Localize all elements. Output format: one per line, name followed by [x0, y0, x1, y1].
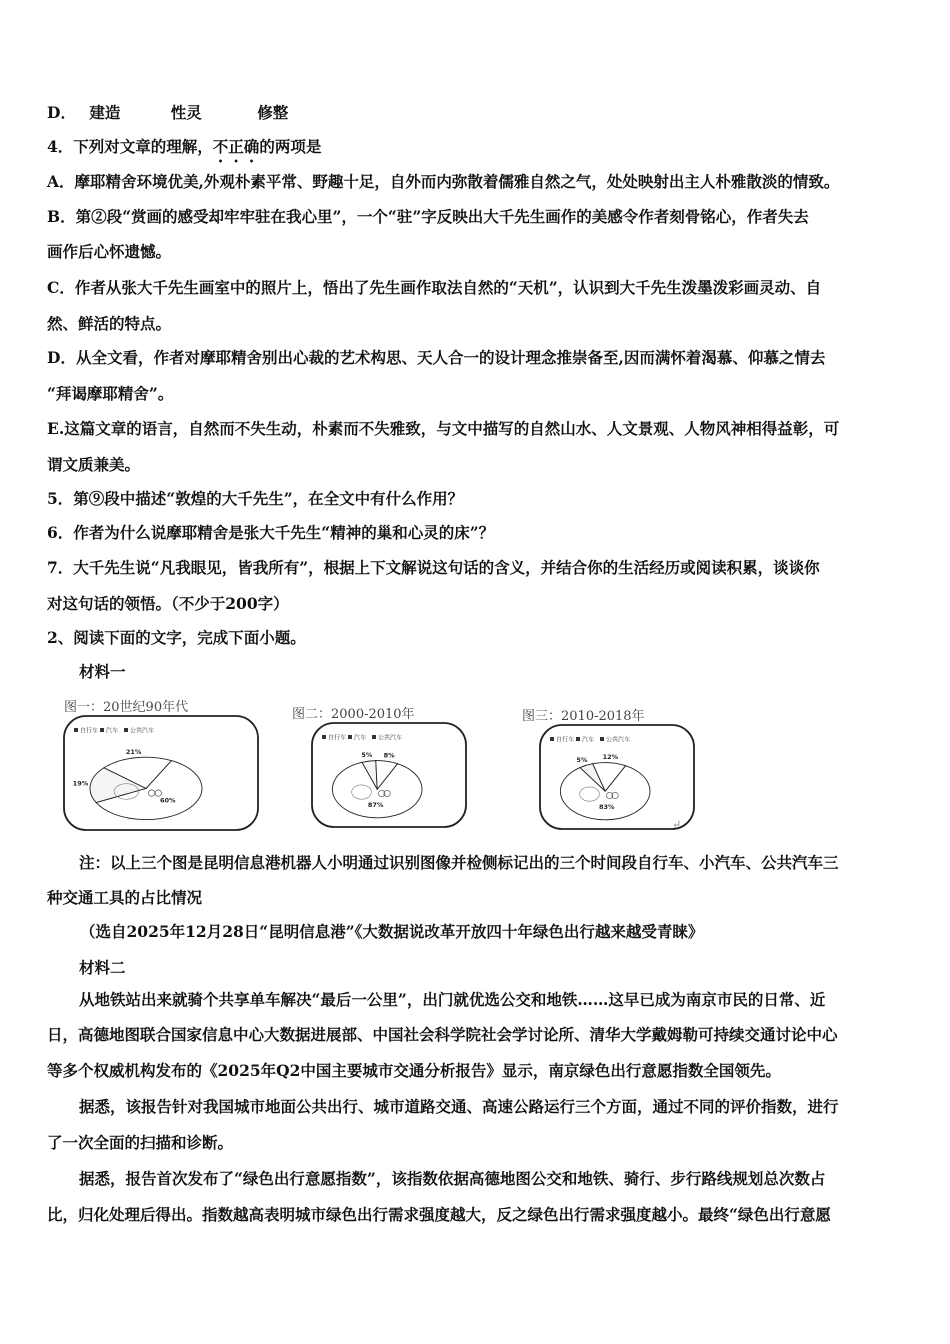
material-1-heading: 材料一	[79, 662, 126, 681]
slice-label: 19%	[72, 779, 89, 788]
note-line-2: 种交通工具的占比情况	[47, 888, 203, 907]
material-2-heading: 材料二	[79, 958, 126, 977]
legend-label: 汽车	[354, 734, 367, 742]
legend-swatch	[600, 737, 604, 741]
legend-swatch	[124, 728, 128, 732]
slice-label: 21%	[125, 747, 142, 756]
slice-label: 8%	[383, 751, 395, 760]
slice-label: 5%	[361, 751, 373, 760]
legend-swatch	[348, 735, 352, 739]
chart-title: 图一：20世纪90年代	[64, 700, 189, 715]
slice-label: 83%	[598, 802, 615, 811]
material-2-line-3: 等多个权威机构发布的《2025年Q2中国主要城市交通分析报告》显示，南京绿色出行意愿指数全国领先。	[47, 1061, 781, 1080]
chart-title: 图三：2010-2018年	[522, 709, 645, 724]
q4-option-b-cont: 画作后心怀遗憾。	[47, 242, 172, 261]
chart-3	[522, 705, 692, 835]
option-word-3: 修整	[257, 103, 289, 122]
question-4	[47, 137, 321, 166]
option-label: D．	[47, 103, 76, 122]
q4-option-c-cont: 然、鲜活的特点。	[47, 314, 172, 333]
chart-title: 图二：2000-2010年	[292, 707, 415, 722]
chart-1-svg	[62, 714, 262, 834]
q4-option-a: A．摩耶精舍环境优美,外观朴素平常、野趣十足，自外而内弥散着儒雅自然之气，处处映射出主人朴雅散淡的情致。	[47, 172, 840, 191]
legend-swatch	[372, 735, 376, 739]
material-2-line-7: 比，归化处理后得出。指数越高表明城市绿色出行需求强度越大，反之绿色出行需求强度越小。最终“绿色出行意愿	[47, 1205, 831, 1224]
q4-option-e-cont: 谓文质兼美。	[47, 455, 141, 474]
q3-option-d	[47, 103, 288, 123]
option-word-2: 性灵	[170, 103, 202, 122]
chart-2	[292, 703, 462, 833]
legend-swatch	[550, 737, 554, 741]
chart-2-svg	[310, 721, 470, 831]
question-6: 6．作者为什么说摩耶精舍是张大千先生“精神的巢和心灵的床”？	[47, 523, 495, 542]
question-4-emphasis: 不正确	[212, 137, 260, 156]
note-line-1: 注：以上三个图是昆明信息港机器人小明通过识别图像并检侧标记出的三个时间段自行车、小汽车、公共汽车三	[79, 853, 839, 872]
q4-option-d-cont: “拜谒摩耶精舍”。	[47, 384, 174, 403]
material-2-line-1: 从地铁站出来就骑个共享单车解决“最后一公里”，出门就优选公交和地铁……这早已成为南京市民的日常、近	[79, 990, 826, 1009]
material-2-line-6: 据悉，报告首次发布了“绿色出行意愿指数”，该指数依据高德地图公交和地铁、骑行、步行路线规划总次数占	[79, 1169, 826, 1188]
legend-swatch	[576, 737, 580, 741]
q4-option-c: C．作者从张大千先生画室中的照片上，悟出了先生画作取法自然的“天机”，认识到大千先生泼墨泼彩画灵动、自	[47, 278, 822, 297]
legend-label: 自行车	[556, 736, 575, 744]
legend-label: 公共汽车	[130, 727, 155, 735]
legend-label: 自行车	[328, 734, 347, 742]
legend-label: 公共汽车	[606, 736, 631, 744]
material-2-line-5: 了一次全面的扫描和诊断。	[47, 1133, 234, 1152]
slice-label: 12%	[602, 752, 619, 761]
slice-label: 5%	[576, 755, 588, 764]
slice-label: 87%	[367, 800, 384, 809]
question-7-cont: 对这句话的领悟。（不少于200字）	[47, 594, 289, 613]
question-5: 5．第⑨段中描述“敦煌的大千先生”，在全文中有什么作用？	[47, 489, 464, 508]
note-source: （选自2025年12月28日“昆明信息港”《大数据说改革开放四十年绿色出行越来越受青睐》	[80, 922, 704, 941]
legend-label: 汽车	[106, 727, 119, 735]
question-4-suffix: 的两项是	[259, 137, 322, 156]
q4-option-e: E.这篇文章的语言，自然而不失生动，朴素而不失雅致，与文中描写的自然山水、人文景观、人物风神相得益彰，可	[47, 419, 840, 438]
legend-swatch	[322, 735, 326, 739]
chart-1	[62, 696, 262, 836]
question-7: 7．大千先生说“凡我眼见，皆我所有”，根据上下文解说这句话的含义，并结合你的生活经历或阅读积累，谈谈你	[47, 558, 820, 577]
return-mark-icon: ↵	[672, 818, 682, 831]
legend-label: 自行车	[80, 727, 99, 735]
legend-swatch	[100, 728, 104, 732]
slice-label: 60%	[159, 796, 176, 805]
material-2-line-4: 据悉，该报告针对我国城市地面公共出行、城市道路交通、高速公路运行三个方面，通过不同的评价指数，进行	[79, 1097, 839, 1116]
chart-3-svg	[538, 723, 698, 833]
q4-option-d: D．从全文看，作者对摩耶精舍别出心裁的艺术构思、天人合一的设计理念推崇备至,因而满怀着渴慕、仰慕之情去	[47, 348, 826, 367]
legend-label: 汽车	[582, 736, 595, 744]
q4-option-b: B．第②段“赏画的感受却牢牢驻在我心里”，一个“驻”字反映出大千先生画作的美感令作者刻骨铭心，作者失去	[47, 207, 809, 226]
question-4-prefix: 4．下列对文章的理解，	[47, 137, 213, 156]
section-2-heading: 2、阅读下面的文字，完成下面小题。	[47, 628, 306, 647]
material-2-line-2: 日，高德地图联合国家信息中心大数据进展部、中国社会科学院社会学讨论所、清华大学戴姆勒可持续交通讨论中心	[47, 1025, 838, 1044]
legend-swatch	[74, 728, 78, 732]
legend-label: 公共汽车	[378, 734, 403, 742]
option-word-1: 建造	[89, 103, 121, 122]
